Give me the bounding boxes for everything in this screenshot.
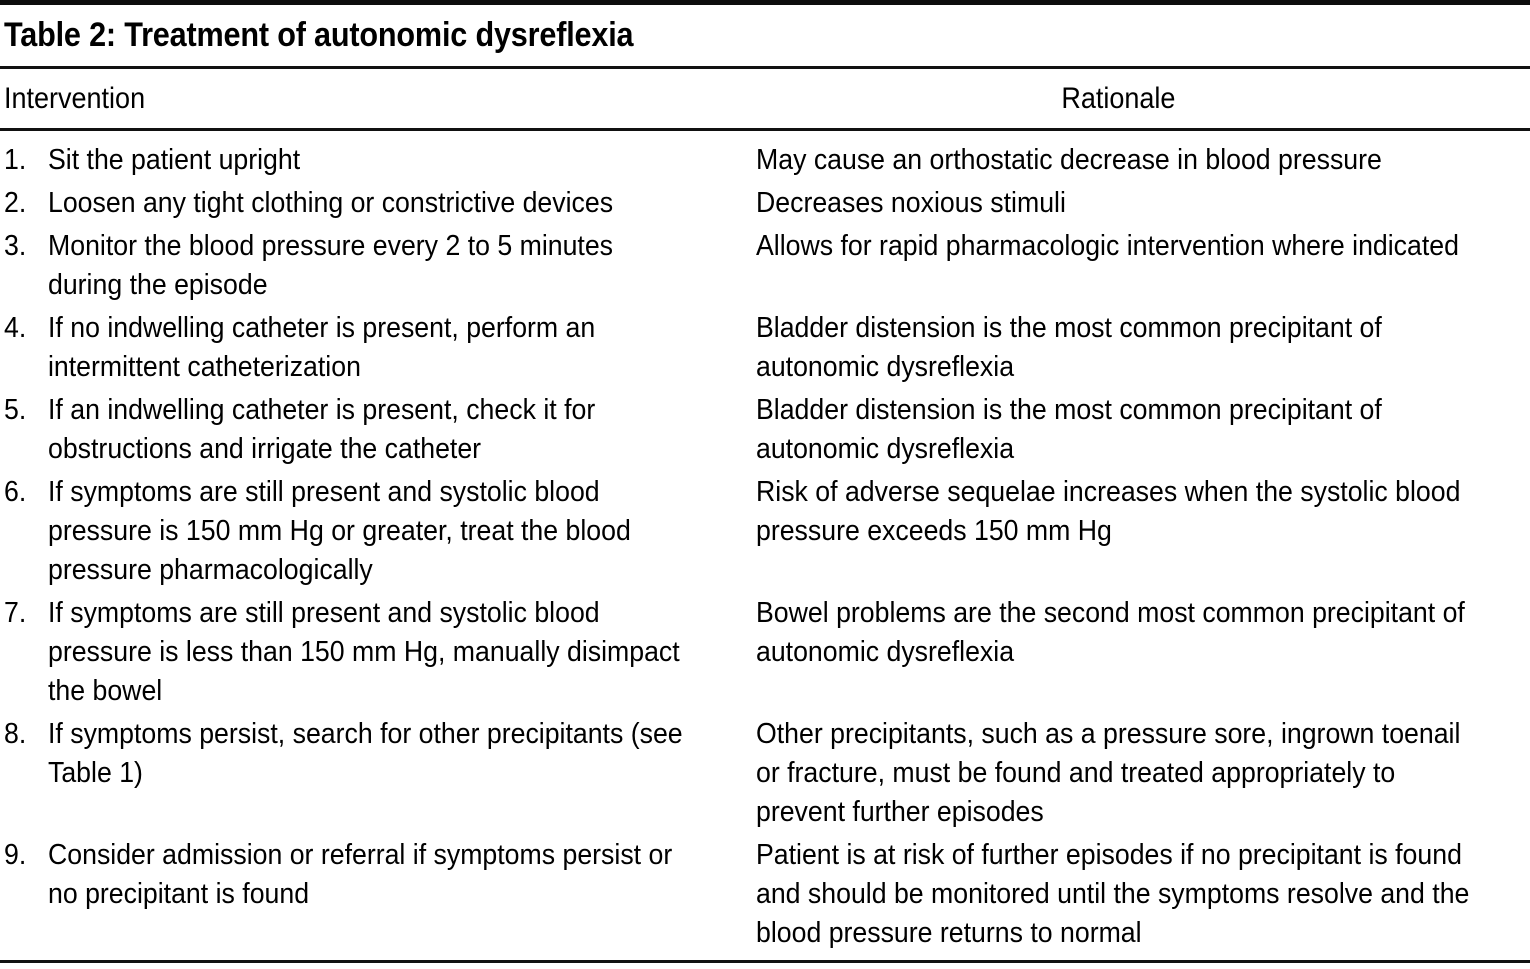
intervention-text: If an indwelling catheter is present, check it for obstructions and irrigate the catheter xyxy=(48,394,596,465)
cell-rationale xyxy=(750,309,1530,387)
column-header-intervention xyxy=(0,82,750,116)
rationale-text: Bowel problems are the second most common precipitant of autonomic dysreflexia xyxy=(756,597,1465,668)
table-bottom-rule xyxy=(0,960,1530,963)
rationale-text: Patient is at risk of further episodes if no precipitant is found and should be monitored until the symptoms resolve and the blood pressure returns to normal xyxy=(756,839,1470,949)
cell-intervention xyxy=(0,473,750,590)
table-row xyxy=(0,391,1530,469)
cell-rationale xyxy=(750,715,1530,832)
cell-rationale xyxy=(750,184,1530,223)
intervention-text: Consider admission or referral if symptoms persist or no precipitant is found xyxy=(48,839,673,910)
table-row xyxy=(0,141,1530,180)
cell-intervention xyxy=(0,594,750,711)
row-number: 9. xyxy=(4,839,27,871)
cell-rationale xyxy=(750,836,1530,953)
cell-rationale xyxy=(750,141,1530,180)
table-row xyxy=(0,594,1530,711)
row-number: 2. xyxy=(4,187,27,219)
table-row xyxy=(0,227,1530,305)
table-title: Table 2: Treatment of autonomic dysreflexia xyxy=(4,16,634,54)
intervention-text: If no indwelling catheter is present, perform an intermittent catheterization xyxy=(48,312,596,383)
cell-intervention xyxy=(0,227,750,305)
rationale-text: Other precipitants, such as a pressure sore, ingrown toenail or fracture, must be found and treated appropriately to prevent further episodes xyxy=(756,718,1461,828)
rationale-text: Bladder distension is the most common precipitant of autonomic dysreflexia xyxy=(756,312,1382,383)
cell-intervention xyxy=(0,836,750,914)
table-row xyxy=(0,715,1530,832)
column-header-rationale xyxy=(750,82,1530,116)
cell-intervention xyxy=(0,309,750,387)
row-number: 3. xyxy=(4,230,27,262)
table-row xyxy=(0,473,1530,590)
intervention-text: If symptoms are still present and systolic blood pressure is less than 150 mm Hg, manually disimpact the bowel xyxy=(48,597,680,707)
table-bottom-rule-wrapper xyxy=(0,960,1530,963)
cell-intervention xyxy=(0,391,750,469)
column-header-rationale-label: Rationale xyxy=(1060,81,1176,115)
intervention-text: If symptoms are still present and systolic blood pressure is 150 mm Hg or greater, treat the blood pressure pharmacologically xyxy=(48,476,631,586)
row-number: 8. xyxy=(4,718,27,750)
cell-intervention xyxy=(0,715,750,793)
row-number: 5. xyxy=(4,394,27,426)
table-row xyxy=(0,184,1530,223)
intervention-text: If symptoms persist, search for other precipitants (see Table 1) xyxy=(48,718,683,789)
intervention-text: Sit the patient upright xyxy=(48,144,301,176)
row-number: 7. xyxy=(4,597,27,629)
row-number: 4. xyxy=(4,312,27,344)
rationale-text: Risk of adverse sequelae increases when the systolic blood pressure exceeds 150 mm Hg xyxy=(756,476,1461,547)
rationale-text: Allows for rapid pharmacologic intervention where indicated xyxy=(756,230,1459,262)
intervention-text: Loosen any tight clothing or constrictive devices xyxy=(48,187,614,219)
table-row xyxy=(0,836,1530,953)
cell-rationale xyxy=(750,227,1530,266)
column-header-row xyxy=(0,69,1530,128)
cell-rationale xyxy=(750,391,1530,469)
intervention-text: Monitor the blood pressure every 2 to 5 minutes during the episode xyxy=(48,230,614,301)
column-header-intervention-label: Intervention xyxy=(4,81,146,115)
cell-rationale xyxy=(750,473,1530,551)
table-title-band xyxy=(0,5,1530,66)
row-number: 6. xyxy=(4,476,27,508)
cell-intervention xyxy=(0,184,750,223)
table-body xyxy=(0,131,1530,953)
rationale-text: May cause an orthostatic decrease in blood pressure xyxy=(756,144,1382,176)
rationale-text: Bladder distension is the most common precipitant of autonomic dysreflexia xyxy=(756,394,1382,465)
rationale-text: Decreases noxious stimuli xyxy=(756,187,1066,219)
cell-rationale xyxy=(750,594,1530,672)
row-number: 1. xyxy=(4,144,27,176)
table-row xyxy=(0,309,1530,387)
cell-intervention xyxy=(0,141,750,180)
